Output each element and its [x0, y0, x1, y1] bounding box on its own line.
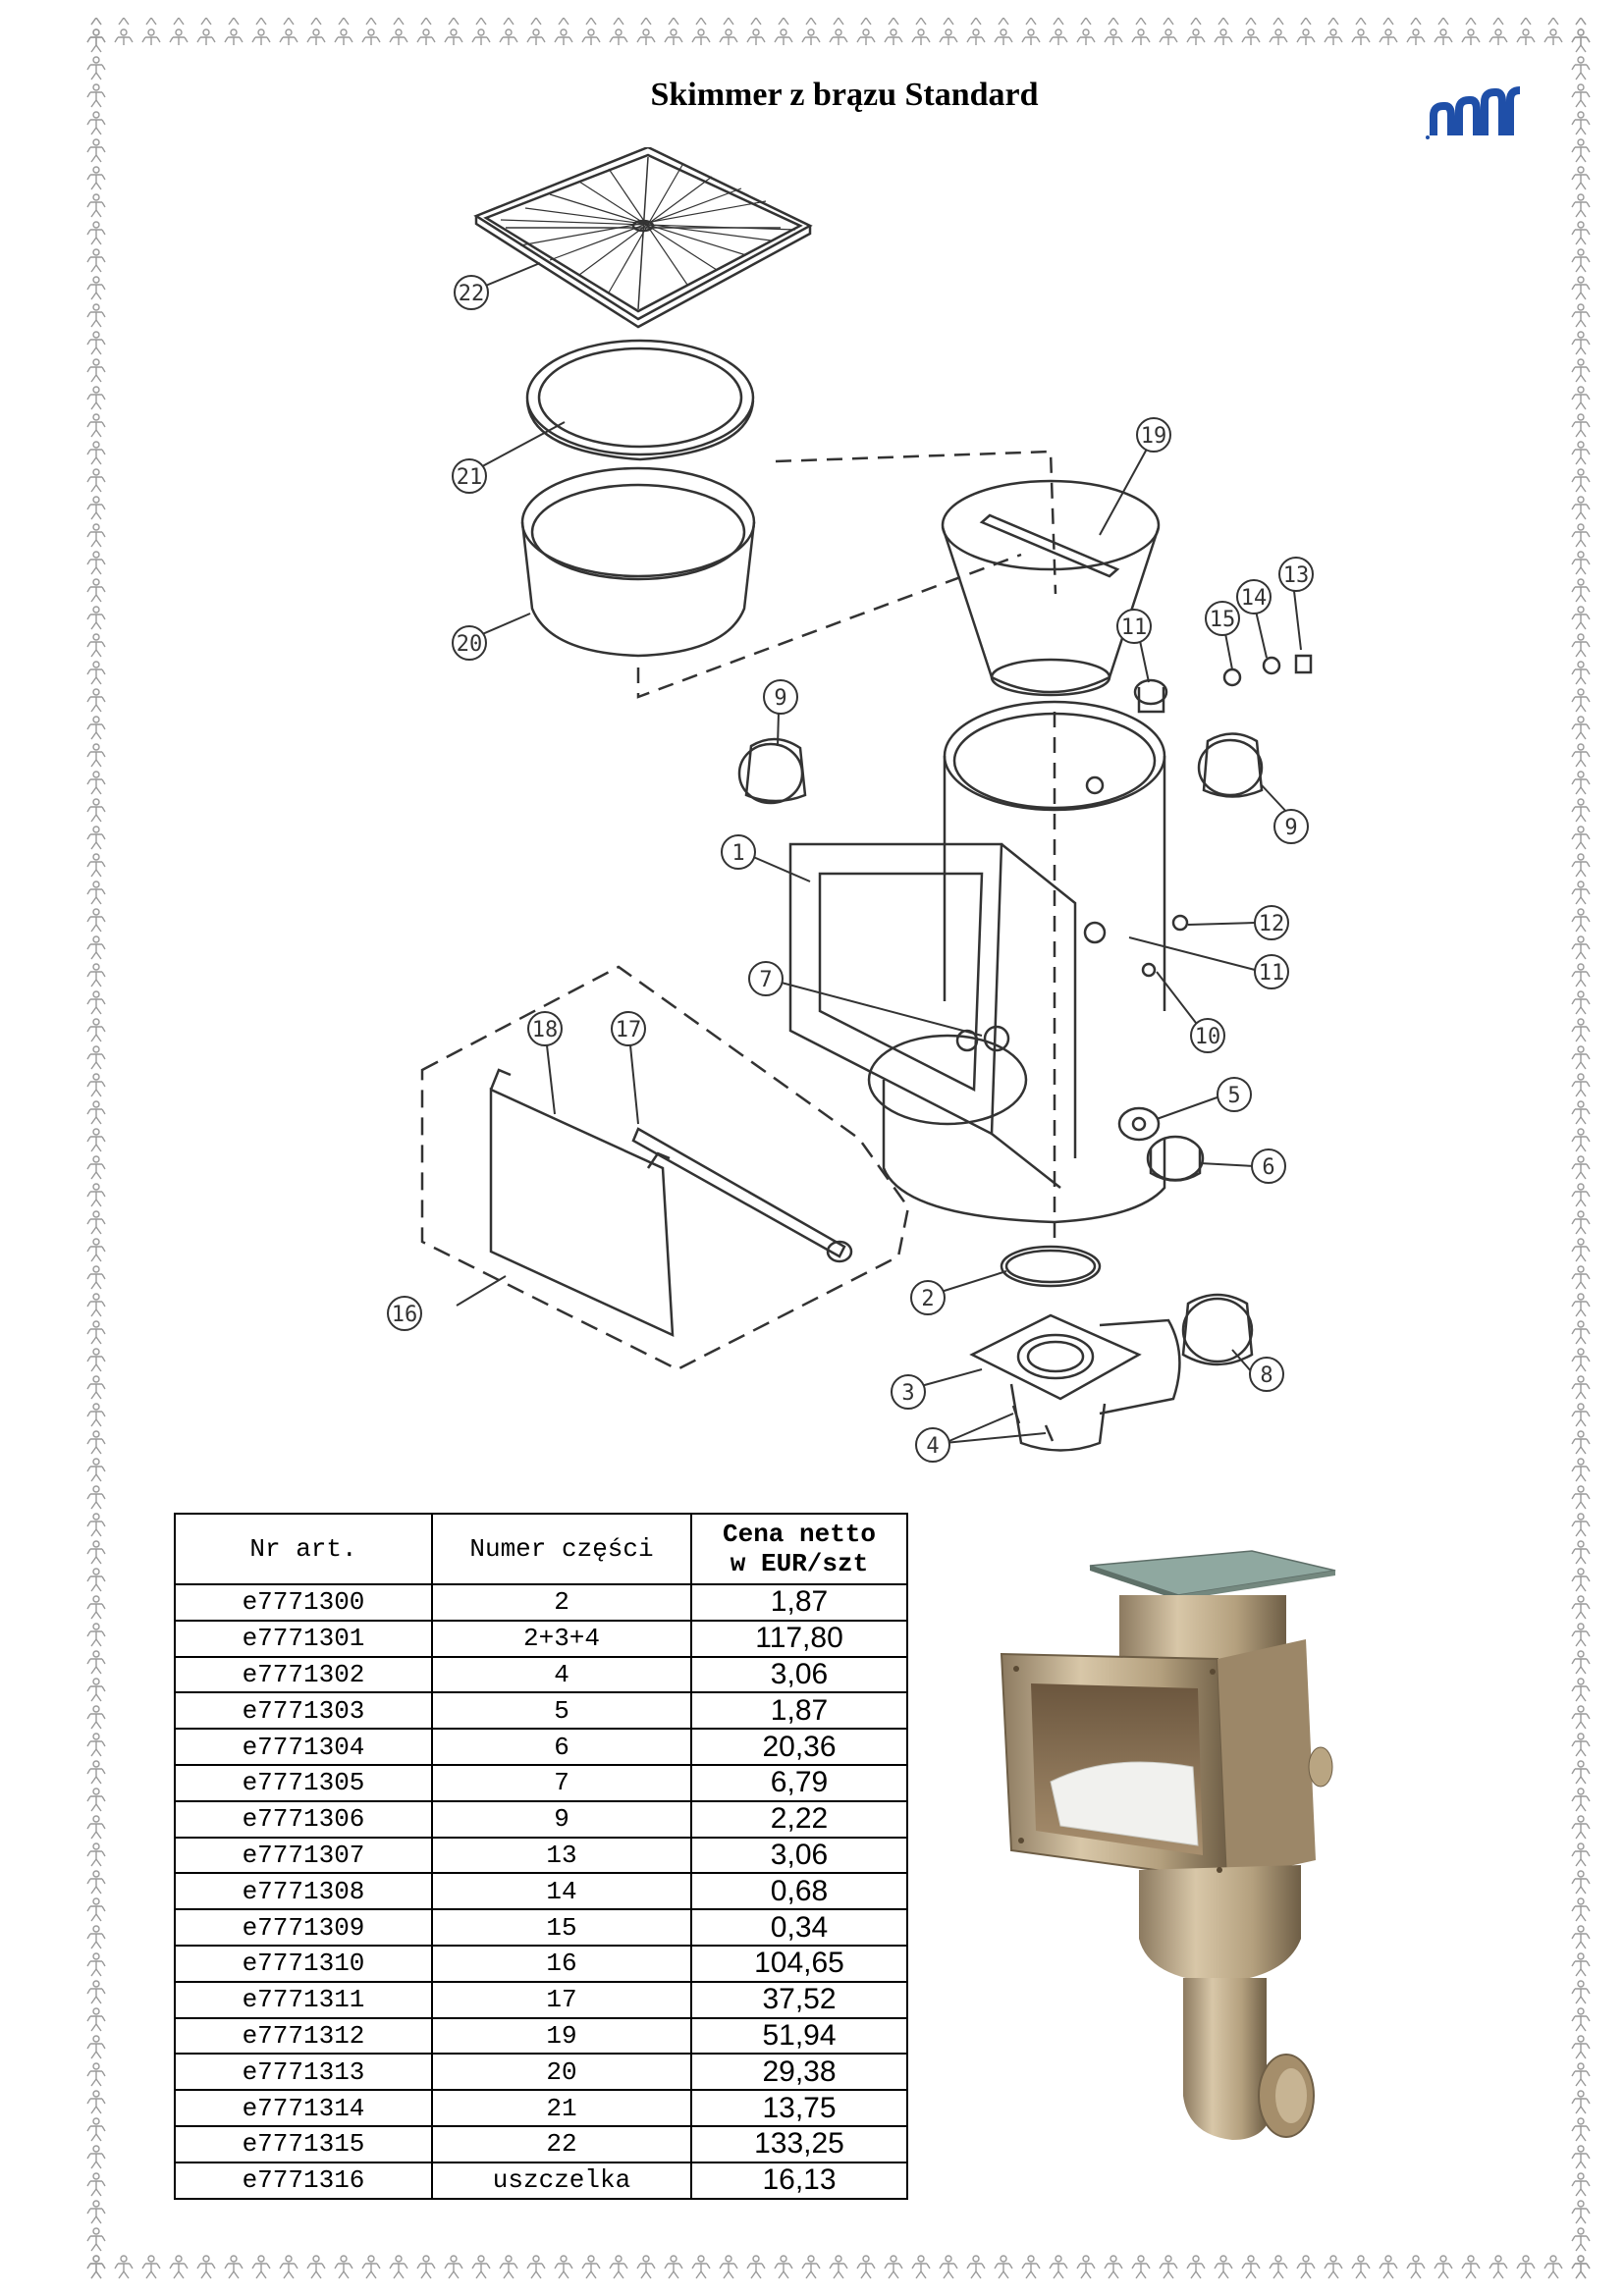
cell-part-number: 17 — [432, 1982, 691, 2018]
table-row — [175, 1657, 907, 1693]
callout-5 — [1218, 1078, 1251, 1111]
cell-art-number: e7771311 — [175, 1982, 432, 2018]
cell-net-price: 117,80 — [691, 1621, 907, 1657]
callout-label: 22 — [458, 282, 485, 306]
callout-9-right — [1274, 810, 1308, 843]
table-row — [175, 1692, 907, 1729]
cell-part-number: 2+3+4 — [432, 1621, 691, 1657]
cell-art-number: e7771313 — [175, 2054, 432, 2090]
table-row — [175, 1729, 907, 1765]
table-row — [175, 1621, 907, 1657]
cell-net-price: 16,13 — [691, 2163, 907, 2199]
cell-part-number: 22 — [432, 2126, 691, 2163]
header-price-line2: w EUR/szt — [730, 1549, 869, 1578]
callout-label: 6 — [1262, 1155, 1275, 1180]
callout-label: 14 — [1240, 586, 1268, 611]
table-row — [175, 1765, 907, 1801]
callout-9-left — [764, 680, 797, 714]
callout-label: 18 — [531, 1018, 559, 1042]
callout-8 — [1250, 1358, 1283, 1391]
cell-art-number: e7771304 — [175, 1729, 432, 1765]
table-row — [175, 2054, 907, 2090]
callout-label: 1 — [731, 841, 745, 866]
table-row — [175, 1909, 907, 1946]
callout-13 — [1279, 558, 1313, 591]
cell-part-number: 6 — [432, 1729, 691, 1765]
callout-12 — [1255, 906, 1288, 939]
callout-7 — [749, 962, 783, 995]
cell-art-number: e7771305 — [175, 1765, 432, 1801]
callout-label: 21 — [456, 465, 483, 490]
cell-net-price: 1,87 — [691, 1692, 907, 1729]
cell-art-number: e7771310 — [175, 1946, 432, 1982]
callout-label: 17 — [615, 1018, 642, 1042]
cell-net-price: 51,94 — [691, 2018, 907, 2055]
callout-label: 4 — [926, 1434, 940, 1459]
cell-net-price: 29,38 — [691, 2054, 907, 2090]
table-row — [175, 2018, 907, 2055]
cell-art-number: e7771316 — [175, 2163, 432, 2199]
cell-net-price: 37,52 — [691, 1982, 907, 2018]
header-art-number: Nr art. — [175, 1514, 432, 1584]
cell-part-number: 5 — [432, 1692, 691, 1729]
callout-label: 15 — [1209, 608, 1236, 632]
callout-label: 5 — [1227, 1084, 1241, 1108]
cell-net-price: 133,25 — [691, 2126, 907, 2163]
header-part-number: Numer części — [432, 1514, 691, 1584]
table-row — [175, 1982, 907, 2018]
cell-art-number: e7771301 — [175, 1621, 432, 1657]
callout-1 — [722, 835, 755, 869]
company-logo — [1424, 86, 1532, 145]
cell-part-number: 15 — [432, 1909, 691, 1946]
cell-net-price: 20,36 — [691, 1729, 907, 1765]
callout-label: 10 — [1194, 1025, 1221, 1049]
cell-art-number: e7771306 — [175, 1801, 432, 1838]
cell-net-price: 104,65 — [691, 1946, 907, 1982]
cell-part-number: 21 — [432, 2090, 691, 2126]
cell-art-number: e7771312 — [175, 2018, 432, 2055]
callout-14 — [1237, 580, 1271, 614]
callout-11-side — [1255, 955, 1288, 988]
cell-art-number: e7771307 — [175, 1838, 432, 1874]
cell-art-number: e7771308 — [175, 1873, 432, 1909]
cell-part-number: 13 — [432, 1838, 691, 1874]
table-row — [175, 1946, 907, 1982]
table-row — [175, 1584, 907, 1621]
table-row — [175, 2163, 907, 2199]
callout-label: 9 — [1284, 816, 1298, 840]
callout-label: 2 — [921, 1287, 935, 1311]
skimmer-product-photo — [992, 1546, 1404, 2164]
callout-4 — [916, 1428, 949, 1462]
callout-15 — [1206, 602, 1239, 635]
callout-22 — [455, 276, 488, 309]
cell-art-number: e7771315 — [175, 2126, 432, 2163]
cell-net-price: 0,34 — [691, 1909, 907, 1946]
callout-21 — [453, 459, 486, 493]
skimmer-body-1 — [790, 702, 1164, 1222]
callout-label: 12 — [1258, 912, 1285, 936]
cell-net-price: 6,79 — [691, 1765, 907, 1801]
callout-label: 7 — [759, 968, 773, 992]
table-header-row — [175, 1514, 907, 1584]
header-price-line1: Cena netto — [722, 1520, 877, 1549]
callout-label: 16 — [391, 1303, 418, 1327]
cell-art-number: e7771302 — [175, 1657, 432, 1693]
cell-part-number: 14 — [432, 1873, 691, 1909]
callout-label: 20 — [456, 632, 483, 657]
parts-price-table — [174, 1513, 908, 2200]
callout-18 — [528, 1012, 562, 1045]
callout-label: 13 — [1282, 563, 1310, 588]
callout-label: 9 — [774, 686, 787, 711]
callout-20 — [453, 626, 486, 660]
table-row — [175, 1801, 907, 1838]
callout-label: 11 — [1120, 615, 1148, 640]
callout-6 — [1252, 1149, 1285, 1183]
callout-10 — [1191, 1019, 1224, 1052]
callout-11-top — [1117, 610, 1151, 643]
callout-label: 11 — [1258, 961, 1285, 986]
callout-label: 19 — [1140, 424, 1167, 449]
table-row — [175, 1838, 907, 1874]
callout-2 — [911, 1281, 945, 1314]
cell-part-number: 9 — [432, 1801, 691, 1838]
cell-net-price: 3,06 — [691, 1657, 907, 1693]
cell-net-price: 3,06 — [691, 1838, 907, 1874]
callout-label: 8 — [1260, 1363, 1273, 1388]
callout-3 — [892, 1375, 925, 1409]
cell-net-price: 13,75 — [691, 2090, 907, 2126]
callout-label: 3 — [901, 1381, 915, 1406]
table-row — [175, 2090, 907, 2126]
grate-22 — [476, 147, 810, 327]
table-row — [175, 1873, 907, 1909]
cell-part-number: 2 — [432, 1584, 691, 1621]
cell-part-number: 20 — [432, 2054, 691, 2090]
callout-16 — [388, 1297, 421, 1330]
cell-art-number: e7771314 — [175, 2090, 432, 2126]
cell-net-price: 1,87 — [691, 1584, 907, 1621]
cell-part-number: uszczelka — [432, 2163, 691, 2199]
exploded-diagram — [353, 147, 1335, 1482]
cell-net-price: 0,68 — [691, 1873, 907, 1909]
cell-part-number: 16 — [432, 1946, 691, 1982]
cell-part-number: 4 — [432, 1657, 691, 1693]
table-row — [175, 2126, 907, 2163]
header-net-price — [691, 1514, 907, 1584]
cell-net-price: 2,22 — [691, 1801, 907, 1838]
page-title: Skimmer z brązu Standard — [650, 77, 1039, 113]
cell-part-number: 7 — [432, 1765, 691, 1801]
callout-19 — [1137, 418, 1170, 452]
cell-part-number: 19 — [432, 2018, 691, 2055]
cell-art-number: e7771303 — [175, 1692, 432, 1729]
callout-17 — [612, 1012, 645, 1045]
cell-art-number: e7771300 — [175, 1584, 432, 1621]
cell-art-number: e7771309 — [175, 1909, 432, 1946]
